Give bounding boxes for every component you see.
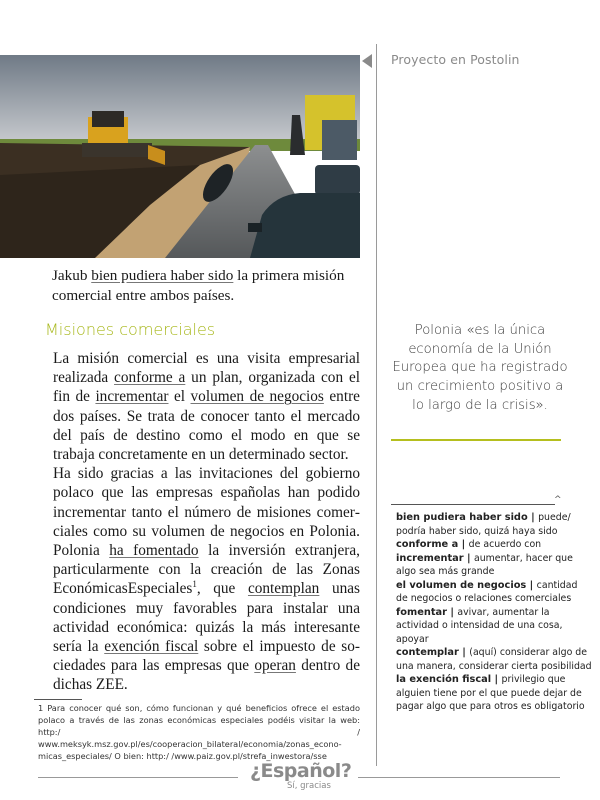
footnote-divider <box>34 699 82 700</box>
body-text: entre dos países. Se trata de conocer tanto el mercado del país de destino como el modo en que se trabaja concretamente en un determinado sector. <box>53 388 360 464</box>
glossary-term: la exención fiscal <box>396 674 492 685</box>
paragraph <box>53 349 360 464</box>
glossary-entry <box>396 538 592 552</box>
glossary-definition: de acuerdo con <box>468 539 542 550</box>
glossary-term: incrementar <box>396 552 464 564</box>
glossary-term: el volumen de negocios <box>396 579 527 591</box>
glossary-term-link[interactable]: volumen de negocios <box>190 388 324 406</box>
pull-quote: Polonia «es la única economía de la Unión Europea que ha registrado un crecimiento positivo a lo largo de la crisis». <box>392 323 568 413</box>
glossary-separator: | <box>491 674 502 685</box>
body-text: la inversión extranjera, particularmente con la creación de las Zonas EconómicasEspeciales <box>53 542 360 598</box>
glossary-term-link[interactable]: conforme a <box>114 369 186 387</box>
caption-glossary-term[interactable]: bien pudiera haber sido <box>91 267 234 284</box>
glossary-term: conforme a <box>396 539 459 550</box>
glossary-separator: | <box>458 539 469 550</box>
glossary-entry <box>396 552 592 579</box>
glossary-definition: (aquí) considerar algo de una manera, considerar cierta posibilidad <box>396 647 592 672</box>
caption-text: la primera misión comercial entre ambos países. <box>52 267 345 304</box>
glossary-definition: cantidad de negocios o relaciones comerciales <box>396 579 578 604</box>
footer-rule-left <box>38 777 238 778</box>
body-text: dentro de dichas ZEE. <box>53 657 360 694</box>
glossary-definition: avivar, aumentar la actividad o intensidad de una cosa, apoyar <box>396 606 563 645</box>
body-text: sobre el impuesto de sociedades para las empresas que <box>53 638 360 675</box>
glossary-entry <box>396 606 592 647</box>
body-text: un plan, organizada con el fin de <box>53 369 360 406</box>
back-arrow-icon[interactable] <box>362 54 372 68</box>
glossary-entry <box>396 646 592 673</box>
glossary-term-link[interactable]: operan <box>254 657 296 675</box>
article-body <box>38 349 360 763</box>
glossary-entry <box>396 673 592 714</box>
glossary-term-link[interactable]: contemplan <box>247 580 320 598</box>
glossary-separator: | <box>446 606 458 618</box>
body-text: La misión comercial es una visita empresarial realizada <box>53 350 360 387</box>
photo-illustration <box>0 55 360 258</box>
glossary-entry <box>396 511 592 538</box>
glossary-term: fomentar <box>396 606 447 618</box>
body-text: , que <box>196 580 248 598</box>
glossary-term-link[interactable]: incrementar <box>95 388 169 406</box>
glossary-definition: aumentar, hacer que algo sea más grande <box>396 552 573 577</box>
glossary-term-link[interactable]: exención fiscal <box>104 638 199 656</box>
glossary-entry <box>396 579 592 606</box>
footer-rule-right <box>358 777 560 778</box>
logo-sub-text: Sí, gracias <box>287 781 331 791</box>
espanol-logo <box>250 760 350 796</box>
pull-quote-rule <box>391 439 561 441</box>
footnote-number: 1 <box>38 702 44 713</box>
glossary-definition: puede/ podría haber sido, quizá haya sido <box>396 512 571 537</box>
paragraph <box>53 464 360 694</box>
body-text: el <box>168 388 191 406</box>
caption-text: Jakub <box>52 267 92 284</box>
section-tag: Proyecto en Postolin <box>391 52 520 67</box>
logo-main-text: ¿Español? <box>250 760 352 782</box>
glossary-term: contemplar <box>396 647 459 658</box>
caret-up-icon: ^ <box>554 495 562 505</box>
construction-site-photo <box>0 55 360 258</box>
footnote <box>38 702 360 763</box>
glossary-definition: privilegio que alguien tiene por el que puede dejar de pagar algo que para otros es obligatorio <box>396 674 585 712</box>
glossary-separator: | <box>527 512 539 523</box>
footnote-reference[interactable]: 1 <box>192 579 197 590</box>
glossary-term: bien pudiera haber sido <box>396 512 528 523</box>
glossary-separator: | <box>526 579 537 591</box>
glossary <box>396 511 592 751</box>
photo-caption <box>52 266 372 306</box>
footnote-text: Para conocer qué son, cómo funcionan y qué beneficios ofrece el estado polaco a través de las zonas económicas especiales podéis visitar la web: http:/ / www.meksyk.msz.gov.pl/es/cooperacion_bilateral/economia/zonas_economicas_especiales/ O bien: http:/ /www.paiz.gov.pl/strefa_inwestora/sse <box>38 702 360 762</box>
glossary-divider <box>391 504 555 505</box>
glossary-separator: | <box>463 552 474 564</box>
body-text: unas condiciones muy favorables para instalar una actividad económica: quizás la más interesante sería la <box>53 580 360 656</box>
column-divider <box>376 44 377 766</box>
glossary-separator: | <box>458 647 470 658</box>
glossary-term-link[interactable]: ha fomentado <box>109 542 199 560</box>
section-heading: Misiones comerciales <box>45 320 216 339</box>
body-text: Ha sido gracias a las invitaciones del gobierno polaco que las empresas españolas han podido incrementar tanto el número de misiones comerciales como su volumen de negocios en Polonia. Polonia <box>53 465 360 560</box>
